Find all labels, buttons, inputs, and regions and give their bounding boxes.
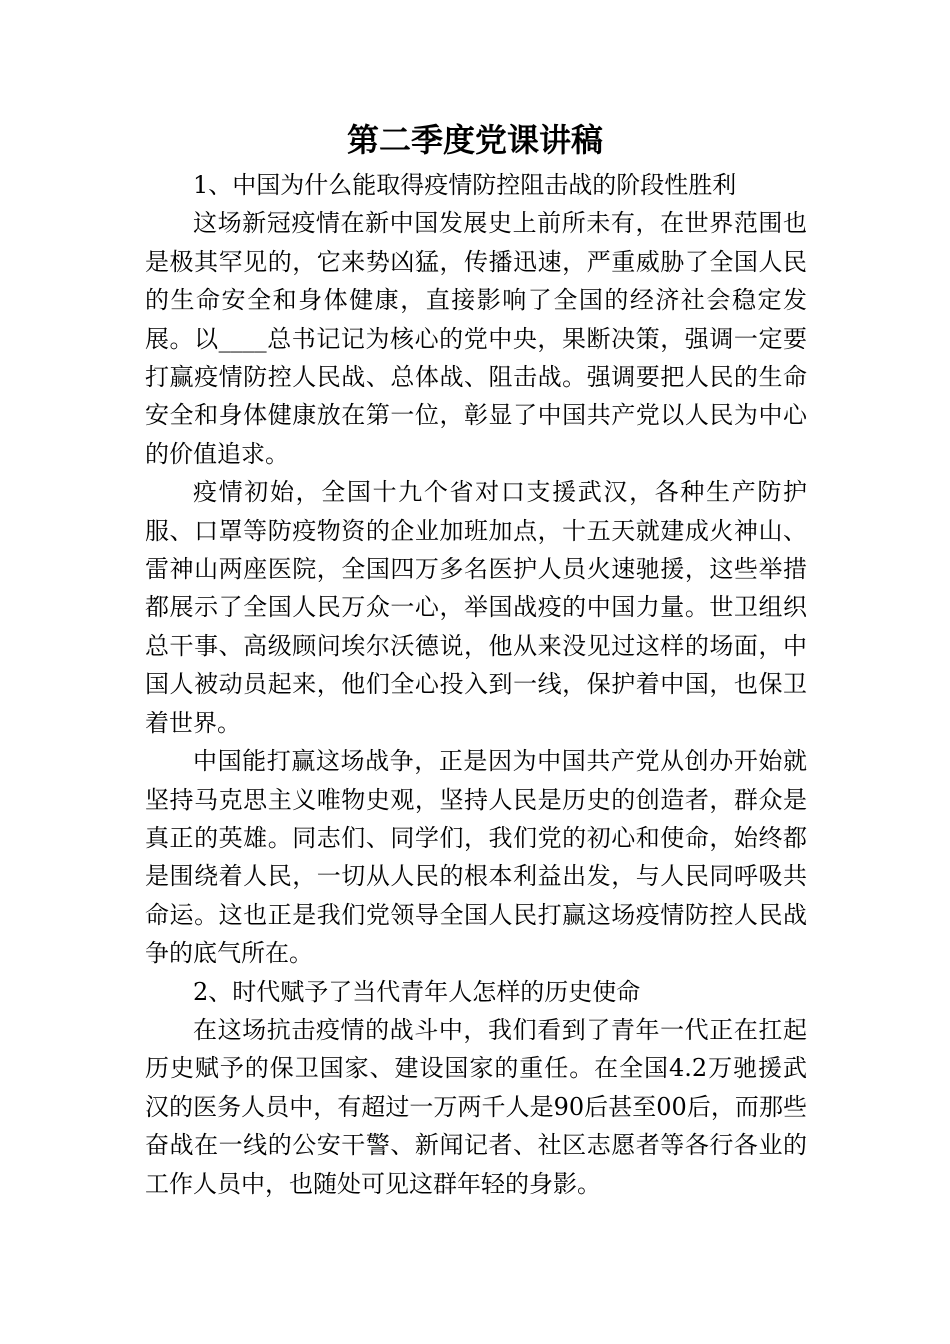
document-title: 第二季度党课讲稿 <box>346 121 603 159</box>
body-paragraph: 疫情初始，全国十九个省对口支援武汉，各种生产防护服、口罩等防疫物资的企业加班加点，十五天就建成火神山、雷神山两座医院，全国四万多名医护人员火速驰援，这些举措都展示了全国人民万众一心，举国战疫的中国力量。世卫组织总干事、高级顾问埃尔沃德说，他从来没见过这样的场面，中国人被动员起来，他们全心投入到一线，保护着中国，也保卫着世界。 <box>145 478 807 737</box>
body-paragraph: 这场新冠疫情在新中国发展史上前所未有，在世界范围也是极其罕见的，它来势凶猛，传播迅速，严重威胁了全国人民的生命安全和身体健康，直接影响了全国的经济社会稳定发展。以____总书记记为核心的党中央，果断决策，强调一定要打赢疫情防控人民战、总体战、阻击战。强调要把人民的生命安全和身体健康放在第一位，彰显了中国共产党以人民为中心的价值追求。 <box>145 209 807 468</box>
document-body <box>145 166 807 1203</box>
body-paragraph: 中国能打赢这场战争，正是因为中国共产党从创办开始就坚持马克思主义唯物史观，坚持人民是历史的创造者，群众是真正的英雄。同志们、同学们，我们党的初心和使命，始终都是围绕着人民，一切从人民的根本利益出发，与人民同呼吸共命运。这也正是我们党领导全国人民打赢这场疫情防控人民战争的底气所在。 <box>145 747 807 968</box>
body-paragraph: 在这场抗击疫情的战斗中，我们看到了青年一代正在扛起历史赋予的保卫国家、建设国家的重任。在全国4.2万驰援武汉的医务人员中，有超过一万两千人是90后甚至00后，而那些奋战在一线的公安干警、新闻记者、社区志愿者等各行各业的工作人员中，也随处可见这群年轻的身影。 <box>145 1015 807 1198</box>
section-heading-2: 2、时代赋予了当代青年人怎样的历史使命 <box>193 977 641 1006</box>
section-heading-1: 1、中国为什么能取得疫情防控阻击战的阶段性胜利 <box>193 171 737 199</box>
